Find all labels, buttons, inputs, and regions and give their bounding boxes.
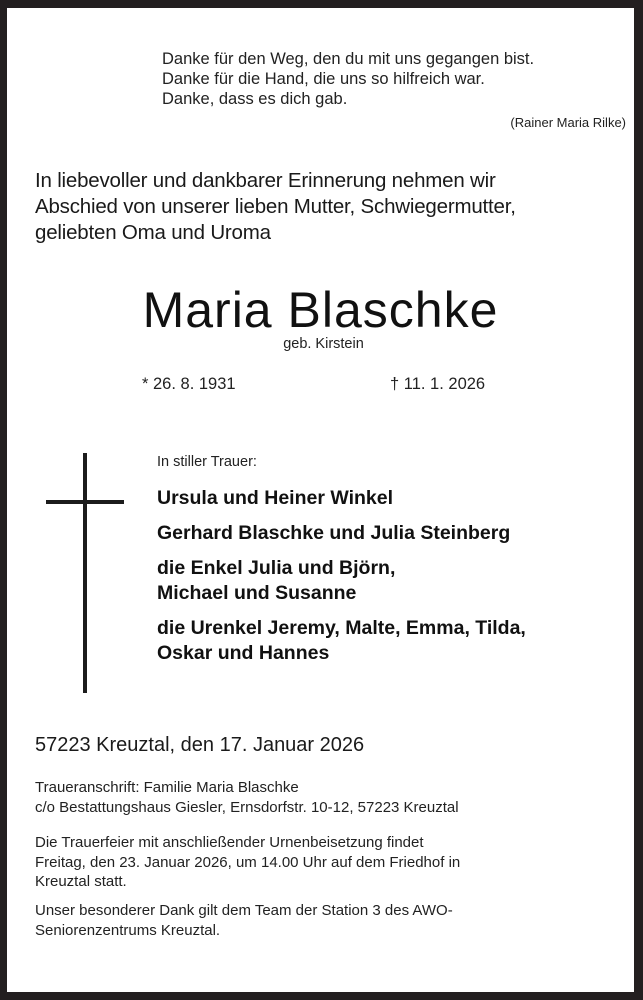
mourner-group: [157, 521, 526, 546]
mourner-line: Ursula und Heiner Winkel: [157, 487, 394, 509]
obituary-notice: [7, 8, 634, 992]
address-line: Traueranschrift: Familie Maria Blaschke: [35, 779, 299, 796]
cross-vertical-bar: [83, 453, 87, 693]
mourning-address: [35, 778, 459, 817]
mourners-list: [157, 486, 526, 676]
maiden-name: geb. Kirstein: [283, 336, 364, 352]
poem-line: Danke für den Weg, den du mit uns gegangen bist.: [162, 50, 535, 68]
intro-line: geliebten Oma und Uroma: [35, 221, 271, 244]
poem-author: (Rainer Maria Rilke): [510, 115, 626, 130]
poem-quote: [162, 49, 534, 109]
mourner-line: Oskar und Hannes: [157, 642, 330, 664]
thanks-line: Seniorenzentrums Kreuztal.: [35, 921, 221, 939]
death-date: † 11. 1. 2026: [390, 375, 486, 393]
intro-line: Abschied von unserer lieben Mutter, Schwiegermutter,: [35, 195, 516, 218]
thanks-line: Unser besonderer Dank gilt dem Team der Station 3 des AWO-: [35, 902, 453, 919]
mourner-line: die Enkel Julia und Björn,: [157, 557, 396, 579]
cross-horizontal-bar: [46, 500, 124, 504]
mourner-group: [157, 556, 526, 606]
birth-date: * 26. 8. 1931: [142, 375, 236, 393]
poem-line: Danke, dass es dich gab.: [162, 90, 348, 108]
intro-line: In liebevoller und dankbarer Erinnerung nehmen wir: [35, 169, 496, 192]
ceremony-line: Kreuztal statt.: [35, 873, 127, 890]
deceased-name: Maria Blaschke: [142, 282, 499, 338]
mourner-line: die Urenkel Jeremy, Malte, Emma, Tilda,: [157, 617, 526, 639]
ceremony-line: Die Trauerfeier mit anschließender Urnenbeisetzung findet: [35, 834, 424, 851]
mourner-group: [157, 616, 526, 666]
mourner-line: Michael und Susanne: [157, 582, 357, 604]
address-line: c/o Bestattungshaus Giesler, Ernsdorfstr. 10-12, 57223 Kreuztal: [35, 798, 459, 816]
ceremony-line: Freitag, den 23. Januar 2026, um 14.00 Uhr auf dem Friedhof in: [35, 853, 461, 871]
poem-line: Danke für die Hand, die uns so hilfreich war.: [162, 70, 485, 88]
place-date: 57223 Kreuztal, den 17. Januar 2026: [35, 734, 365, 756]
mourner-line: Gerhard Blaschke und Julia Steinberg: [157, 522, 511, 544]
thanks-note: [35, 901, 453, 940]
mourners-label: In stiller Trauer:: [157, 454, 257, 470]
mourner-group: [157, 486, 526, 511]
intro-text: [35, 168, 516, 246]
ceremony-info: [35, 833, 460, 892]
